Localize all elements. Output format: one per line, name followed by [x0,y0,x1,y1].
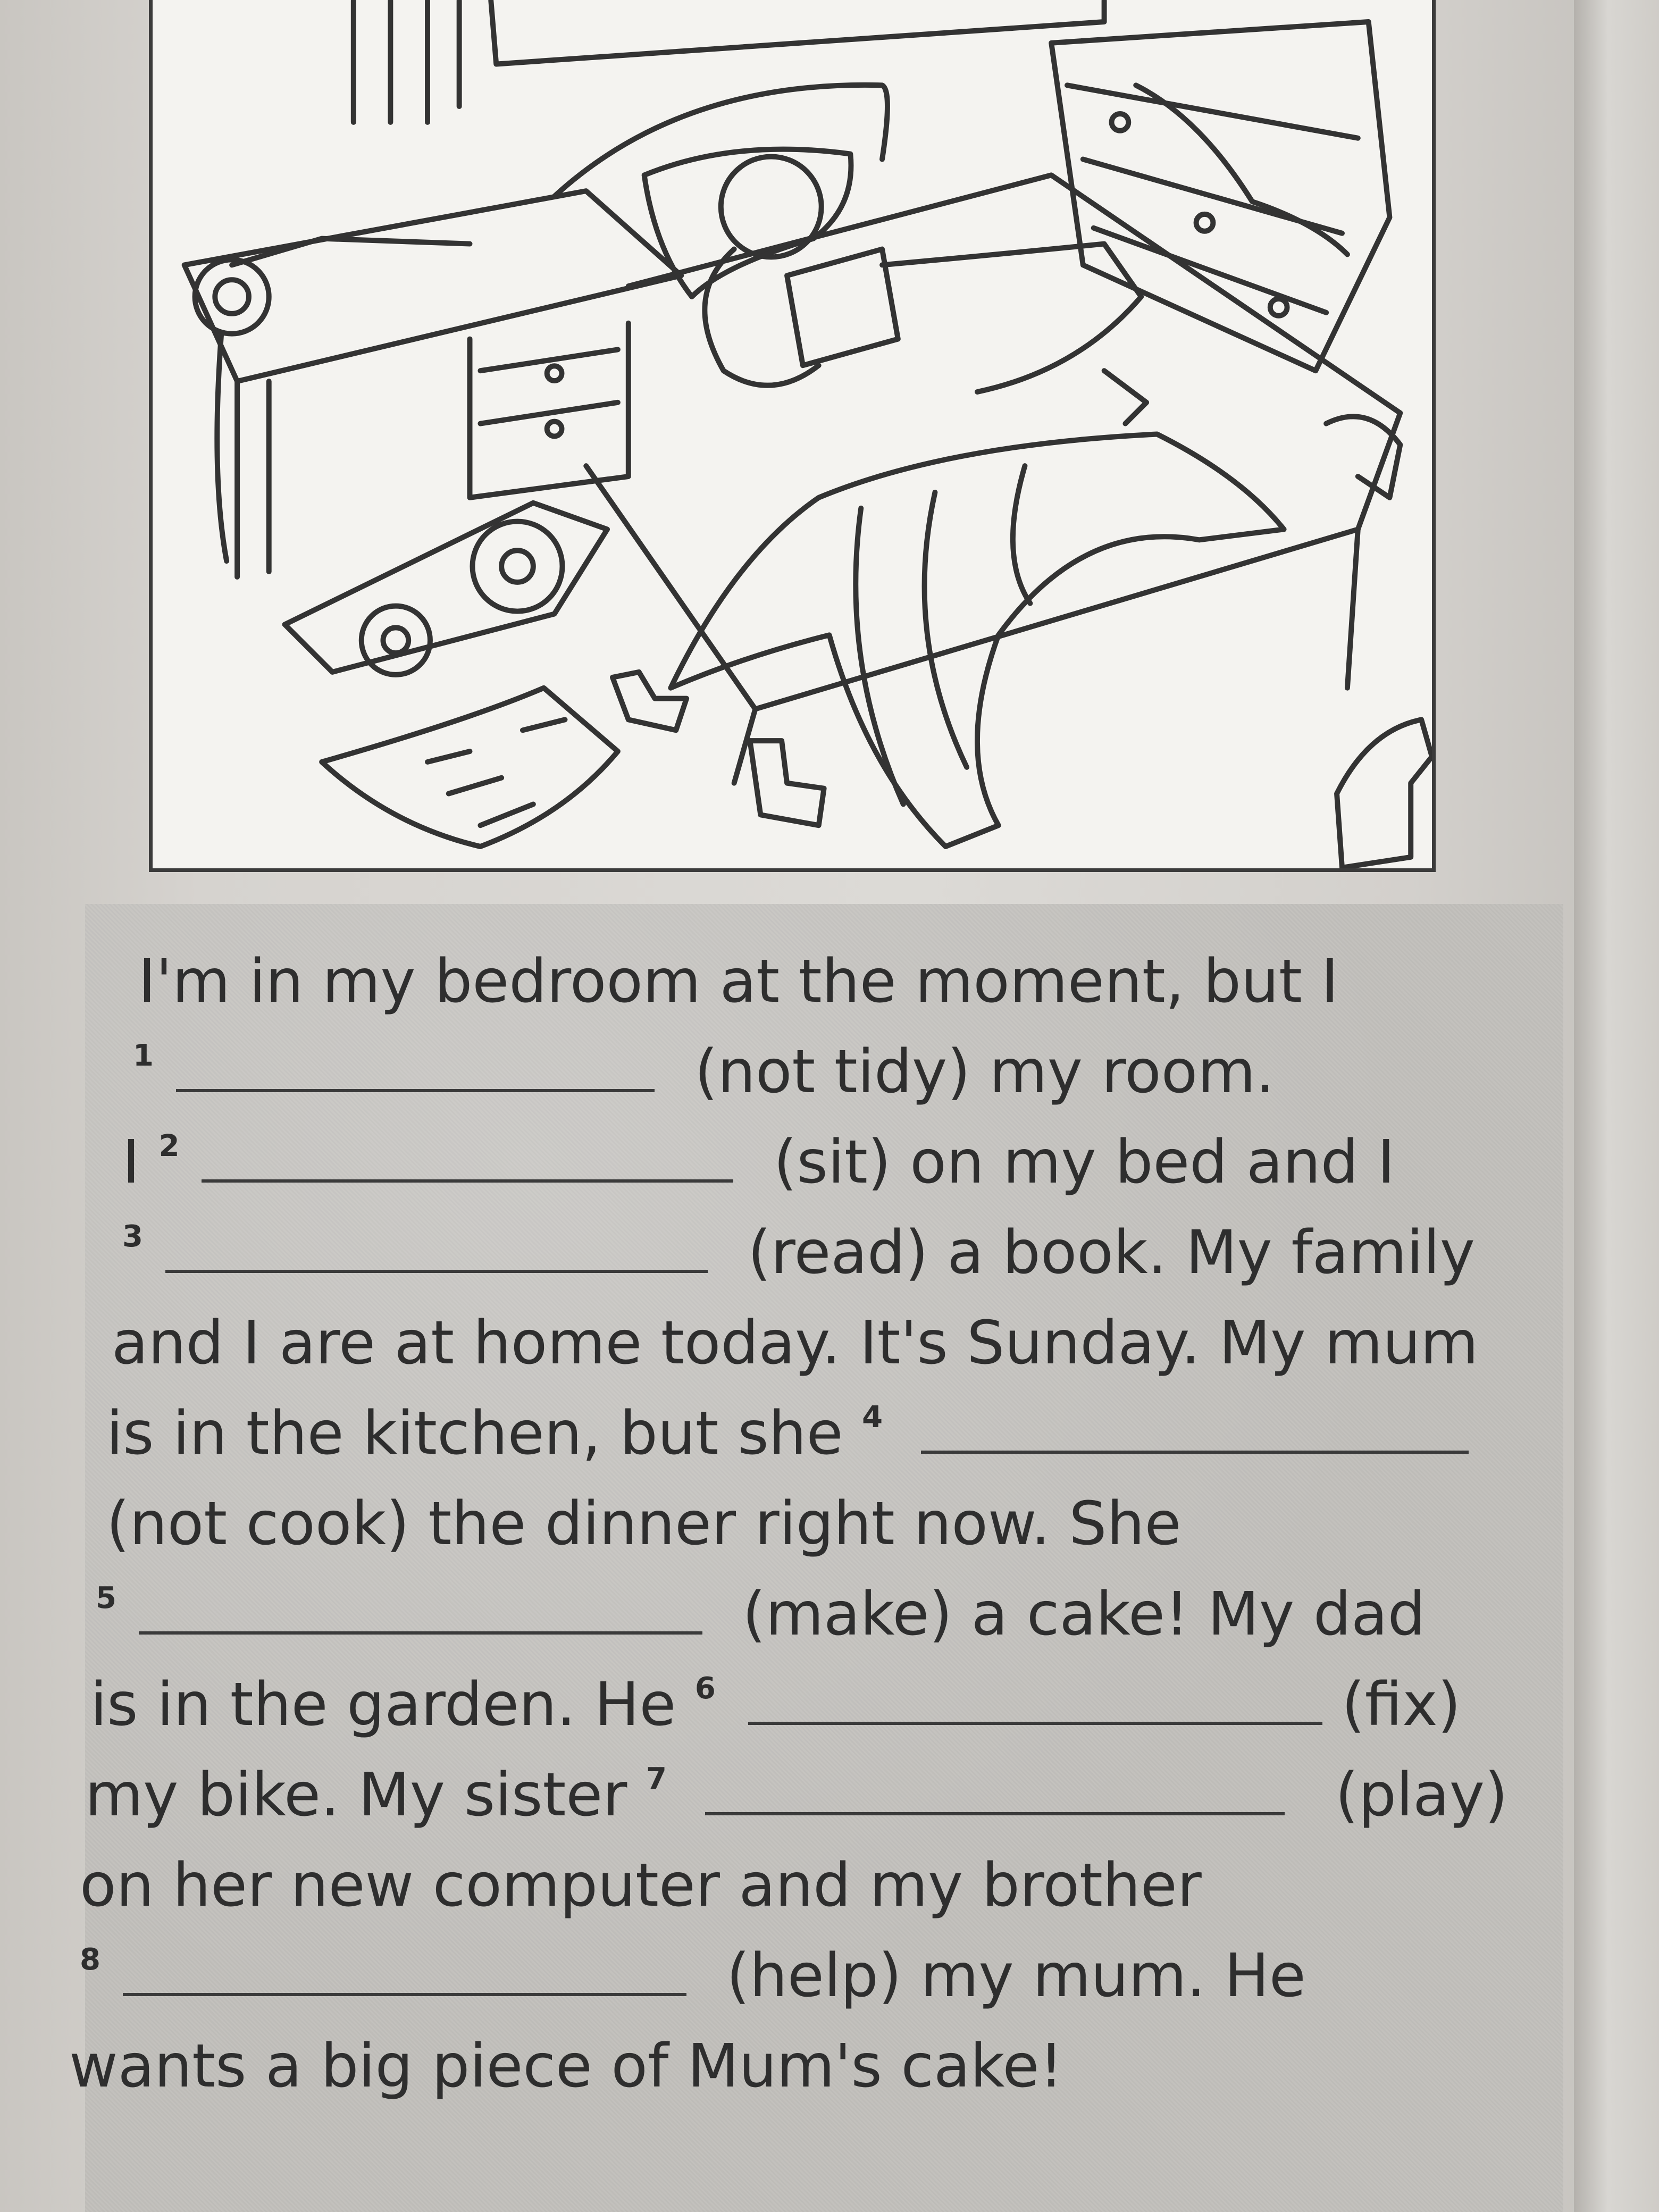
exercise-line-10: my bike. My sister $^7$ (play) [85,1761,1508,1830]
exercise-line-13: wants a big piece of Mum's cake! [69,2032,1063,2101]
exercise-line-7: (not cook) the dinner right now. She [106,1489,1182,1559]
answer-blank-6[interactable] [748,1711,1322,1725]
question-number: 7 [646,1762,667,1796]
bedroom-line-drawing [153,0,1432,868]
question-number: 3 [122,1219,143,1254]
question-number: 2 [158,1129,180,1163]
adjacent-page-edge [1574,0,1659,2212]
exercise-line-1: $^1$ (not tidy) my room. [133,1037,1275,1107]
exercise-line-11: on her new computer and my brother [80,1851,1202,1920]
question-number: 1 [133,1038,154,1073]
exercise-line-9: is in the garden. He $^6$ (fix) [90,1670,1461,1739]
question-number: 4 [862,1400,883,1435]
question-number: 5 [96,1581,116,1615]
answer-blank-5[interactable] [139,1621,702,1635]
exercise-line-12: $^8$ (help) my mum. He [80,1941,1306,2010]
answer-blank-2[interactable] [202,1169,733,1183]
exercise-line-intro: I'm in my bedroom at the moment, but I [138,947,1339,1016]
answer-blank-8[interactable] [123,1982,686,1996]
exercise-line-8: $^5$ (make) a cake! My dad [96,1580,1426,1649]
question-number: 8 [80,1942,100,1977]
answer-blank-3[interactable] [165,1259,708,1273]
question-number: 6 [694,1671,716,1706]
answer-blank-1[interactable] [176,1078,655,1092]
answer-blank-7[interactable] [705,1802,1285,1815]
bedroom-illustration [149,0,1436,872]
exercise-line-2: I $^2$ (sit) on my bed and I [122,1128,1395,1197]
answer-blank-4[interactable] [921,1440,1469,1454]
exercise-line-6: is in the kitchen, but she $^4$ [106,1404,1469,1463]
exercise-line-3: $^3$ (read) a book. My family [122,1218,1476,1287]
exercise-line-5: and I are at home today. It's Sunday. My mum [112,1309,1479,1378]
fill-in-exercise [69,936,1526,2212]
